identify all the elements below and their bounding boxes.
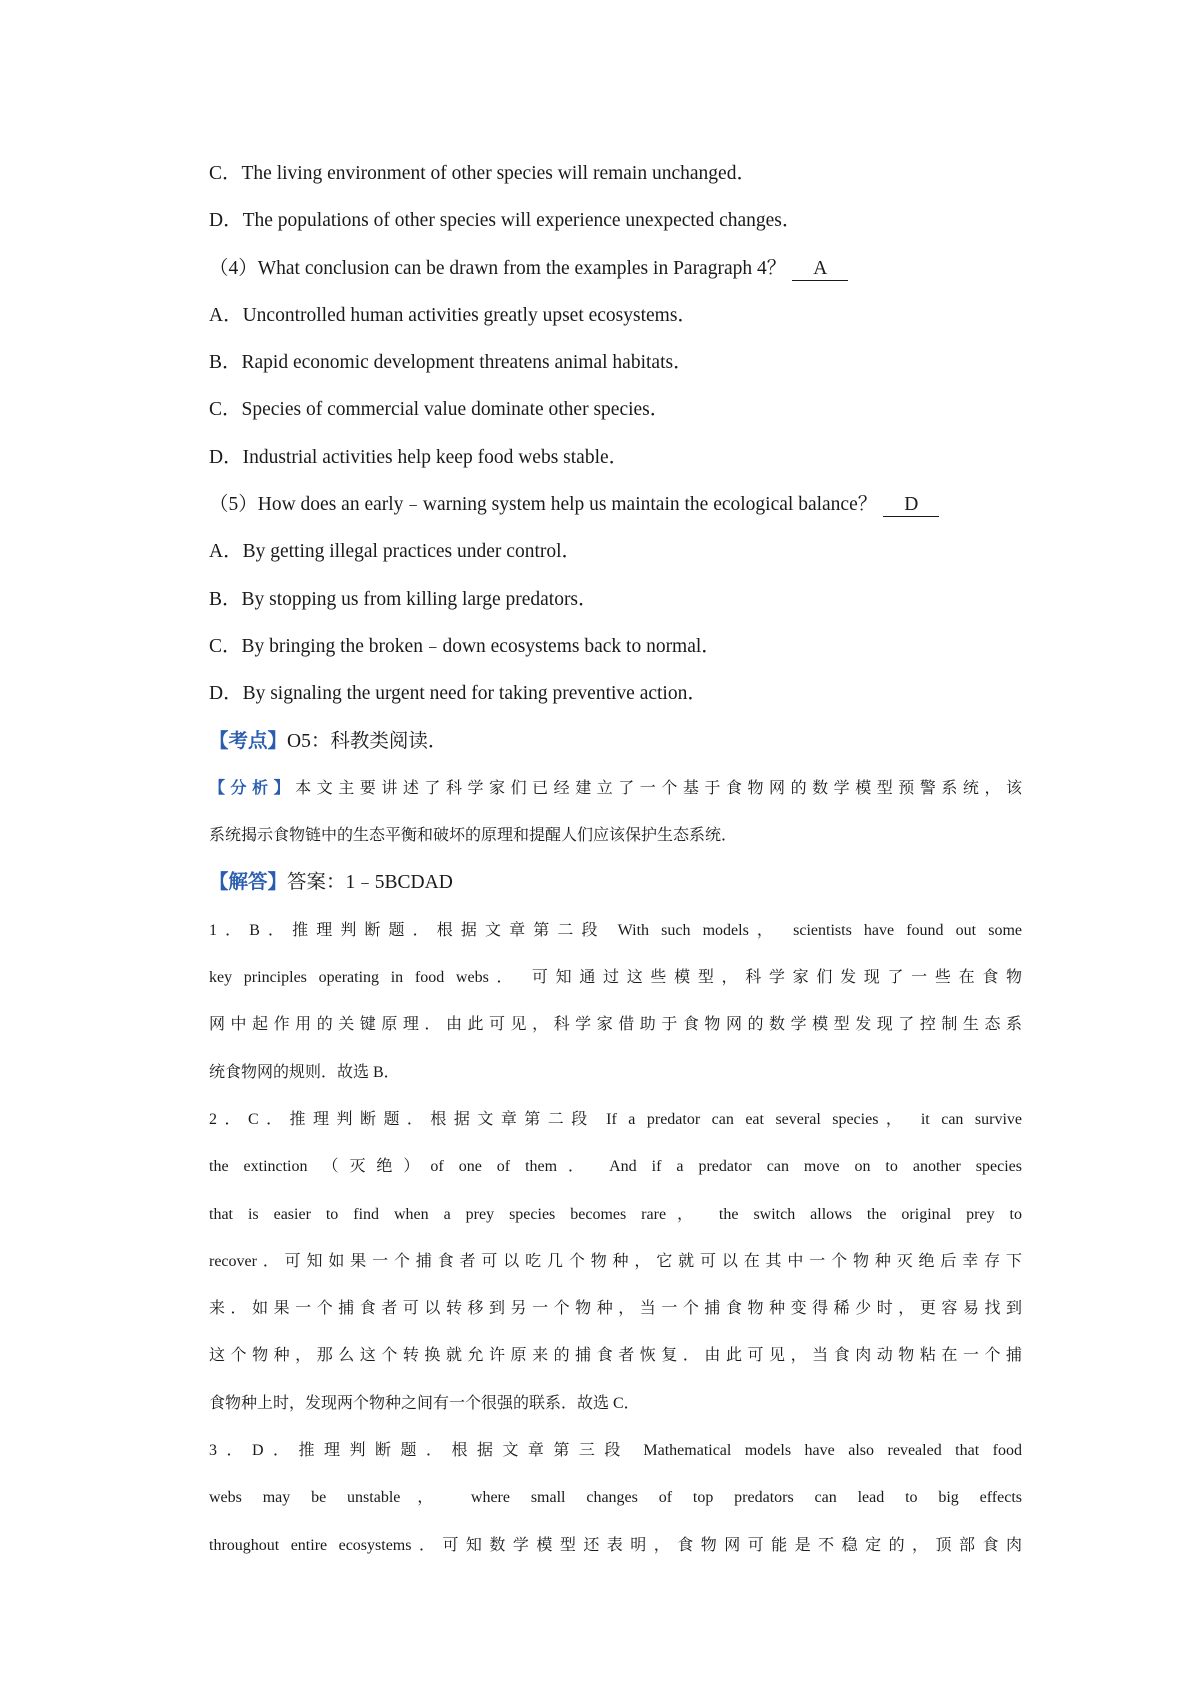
explanation-3 bbox=[209, 1427, 1022, 1569]
option-q5-c: C．By bringing the broken﹣down ecosystems back to normal． bbox=[209, 635, 721, 657]
explanation-line: 来．如果一个捕食者可以转移到另一个物种，当一个捕食物种变得稀少时，更容易找到 bbox=[209, 1300, 1022, 1318]
question-4-stem: （4）What conclusion can be drawn from the examples in Paragraph 4？ bbox=[209, 257, 787, 279]
explanation-1 bbox=[209, 907, 1022, 1096]
fenxi-line: 系统揭示食物链中的生态平衡和破坏的原理和提醒人们应该保护生态系统． bbox=[209, 827, 738, 845]
option-q5-d: D．By signaling the urgent need for taking preventive action． bbox=[209, 683, 707, 705]
explanation-line: 1．B．推理判断题．根据文章第二段 With such models， scientists have found out some bbox=[209, 921, 1022, 939]
option-q4-a: A．Uncontrolled human activities greatly upset ecosystems． bbox=[209, 304, 697, 326]
explanation-2 bbox=[209, 1096, 1022, 1427]
question-5 bbox=[209, 481, 1022, 528]
question-4 bbox=[209, 245, 1022, 292]
fenxi-line-text: 本文主要讲述了科学家们已经建立了一个基于食物网的数学模型预警系统，该 bbox=[295, 779, 1022, 797]
fenxi-line bbox=[209, 765, 1022, 812]
jieda-text: 答案：1﹣5BCDAD bbox=[287, 872, 453, 894]
jieda-section bbox=[209, 859, 1022, 906]
explanation-line: webs may be unstable， where small changes of top predators can lead to big effects bbox=[209, 1489, 1022, 1507]
explanation-line: throughout entire ecosystems．可知数学模型还表明，食物网可能是不稳定的，顶部食肉 bbox=[209, 1536, 1022, 1554]
fenxi-tag: 【分析】 bbox=[209, 779, 296, 797]
explanation-line: the extinction （灭绝）of one of them． And if a predator can move on to another species bbox=[209, 1158, 1022, 1176]
explanation-line: 网中起作用的关键原理．由此可见，科学家借助于食物网的数学模型发现了控制生态系 bbox=[209, 1016, 1022, 1034]
page-content bbox=[209, 150, 1022, 1569]
option-q5-a: A．By getting illegal practices under control． bbox=[209, 541, 582, 563]
jieda-tag: 【解答】 bbox=[209, 872, 288, 894]
option-q5-b: B．By stopping us from killing large predators． bbox=[209, 588, 598, 610]
fenxi-section bbox=[209, 765, 1022, 860]
explanation-line: 统食物网的规则．故选 B． bbox=[209, 1063, 400, 1081]
kaodian-section bbox=[209, 718, 1022, 765]
option-q3-d: D．The populations of other species will experience unexpected changes． bbox=[209, 210, 802, 232]
explanation-line: 食物种上时，发现两个物种之间有一个很强的联系．故选 C． bbox=[209, 1394, 640, 1412]
explanation-line: 这个物种，那么这个转换就允许原来的捕食者恢复．由此可见，当食肉动物粘在一个捕 bbox=[209, 1347, 1022, 1365]
kaodian-text: O5：科教类阅读． bbox=[287, 730, 448, 752]
explanation-line: key principles operating in food webs． 可知通过这些模型，科学家们发现了一些在食物 bbox=[209, 969, 1022, 987]
explanation-line: that is easier to find when a prey species becomes rare， the switch allows the original prey to bbox=[209, 1205, 1022, 1223]
option-q3-c: C．The living environment of other species will remain unchanged． bbox=[209, 163, 756, 184]
question-5-stem: （5）How does an early﹣warning system help us maintain the ecological balance？ bbox=[209, 494, 878, 516]
question-5-answer: D bbox=[883, 494, 939, 517]
explanation-line: 2．C．推理判断题．根据文章第二段 If a predator can eat several species， it can survive bbox=[209, 1110, 1022, 1128]
explanation-line: recover．可知如果一个捕食者可以吃几个物种，它就可以在其中一个物种灭绝后幸存下 bbox=[209, 1252, 1022, 1270]
kaodian-tag: 【考点】 bbox=[209, 730, 288, 752]
option-q4-c: C．Species of commercial value dominate other species． bbox=[209, 399, 670, 421]
option-q4-d: D．Industrial activities help keep food webs stable． bbox=[209, 446, 629, 468]
explanation-line: 3．D．推理判断题．根据文章第三段 Mathematical models have also revealed that food bbox=[209, 1442, 1022, 1460]
question-4-answer: A bbox=[792, 258, 848, 281]
option-q4-b: B．Rapid economic development threatens animal habitats． bbox=[209, 352, 693, 374]
